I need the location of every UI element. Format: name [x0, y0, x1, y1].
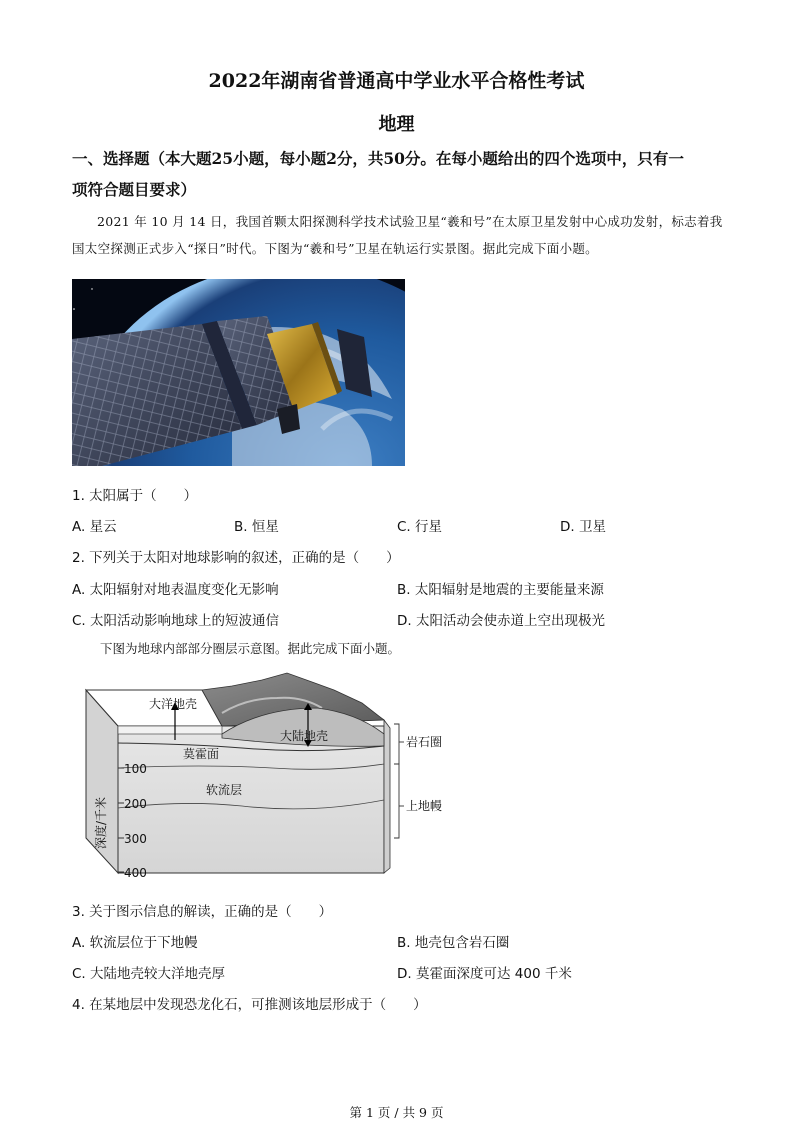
label-moho: 莫霍面	[183, 747, 220, 761]
q2-option-d[interactable]: D. 太阳活动会使赤道上空出现极光	[397, 613, 605, 629]
q2-option-a[interactable]: A. 太阳辐射对地表温度变化无影响	[72, 582, 279, 598]
earth-layers-diagram	[72, 668, 462, 884]
q3-option-a[interactable]: A. 软流层位于下地幔	[72, 935, 198, 951]
label-oceanic-crust: 大洋地壳	[149, 697, 198, 711]
section-heading-line2: 项符合题目要求）	[72, 180, 197, 199]
depth-tick-200: 200	[124, 797, 147, 811]
section-heading-line1: 一、选择题（本大题25小题，每小题2分，共50分。在每小题给出的四个选项中，只有一	[72, 149, 684, 168]
q3-option-b[interactable]: B. 地壳包含岩石圈	[397, 935, 510, 951]
satellite-image	[72, 279, 405, 466]
q2-option-b[interactable]: B. 太阳辐射是地震的主要能量来源	[397, 582, 604, 598]
q2-option-c[interactable]: C. 太阳活动影响地球上的短波通信	[72, 613, 280, 629]
q1-option-d[interactable]: D. 卫星	[560, 519, 606, 535]
question-4-stem: 4. 在某地层中发现恐龙化石，可推测该地层形成于（ ）	[72, 997, 427, 1013]
depth-tick-100: 100	[124, 762, 147, 776]
label-continental-crust: 大陆地壳	[280, 729, 329, 743]
depth-tick-300: 300	[124, 832, 147, 846]
passage-satellite: 2021 年 10 月 14 日，我国首颗太阳探测科学技术试验卫星“羲和号”在太原卫星发射中心成功发射，标志着我国太空探测正式步入“探日”时代。下图为“羲和号”卫星在轨运行实景图。据此完成下面小题。	[72, 214, 723, 256]
label-lithosphere: 岩石圈	[406, 735, 443, 749]
depth-tick-400: 400	[124, 866, 147, 880]
question-3-stem: 3. 关于图示信息的解读，正确的是（ ）	[72, 904, 333, 920]
page-footer: 第 1 页 / 共 9 页	[349, 1105, 444, 1120]
exam-title: 2022年湖南省普通高中学业水平合格性考试	[208, 70, 585, 92]
q1-option-b[interactable]: B. 恒星	[234, 519, 279, 535]
q1-option-a[interactable]: A. 星云	[72, 519, 117, 535]
section-heading	[72, 143, 732, 205]
label-asthenosphere: 软流层	[206, 783, 243, 797]
label-upper-mantle: 上地幔	[406, 799, 443, 813]
passage-earth-layers: 下图为地球内部部分圈层示意图。据此完成下面小题。	[100, 641, 401, 656]
q3-option-d[interactable]: D. 莫霍面深度可达 400 千米	[397, 966, 572, 982]
question-1-stem: 1. 太阳属于（ ）	[72, 488, 198, 504]
subject-title: 地理	[378, 114, 415, 135]
question-2-stem: 2. 下列关于太阳对地球影响的叙述，正确的是（ ）	[72, 550, 400, 566]
depth-axis-label: 深度/千米	[94, 796, 108, 850]
q1-option-c[interactable]: C. 行星	[397, 519, 443, 535]
q3-option-c[interactable]: C. 大陆地壳较大洋地壳厚	[72, 966, 226, 982]
